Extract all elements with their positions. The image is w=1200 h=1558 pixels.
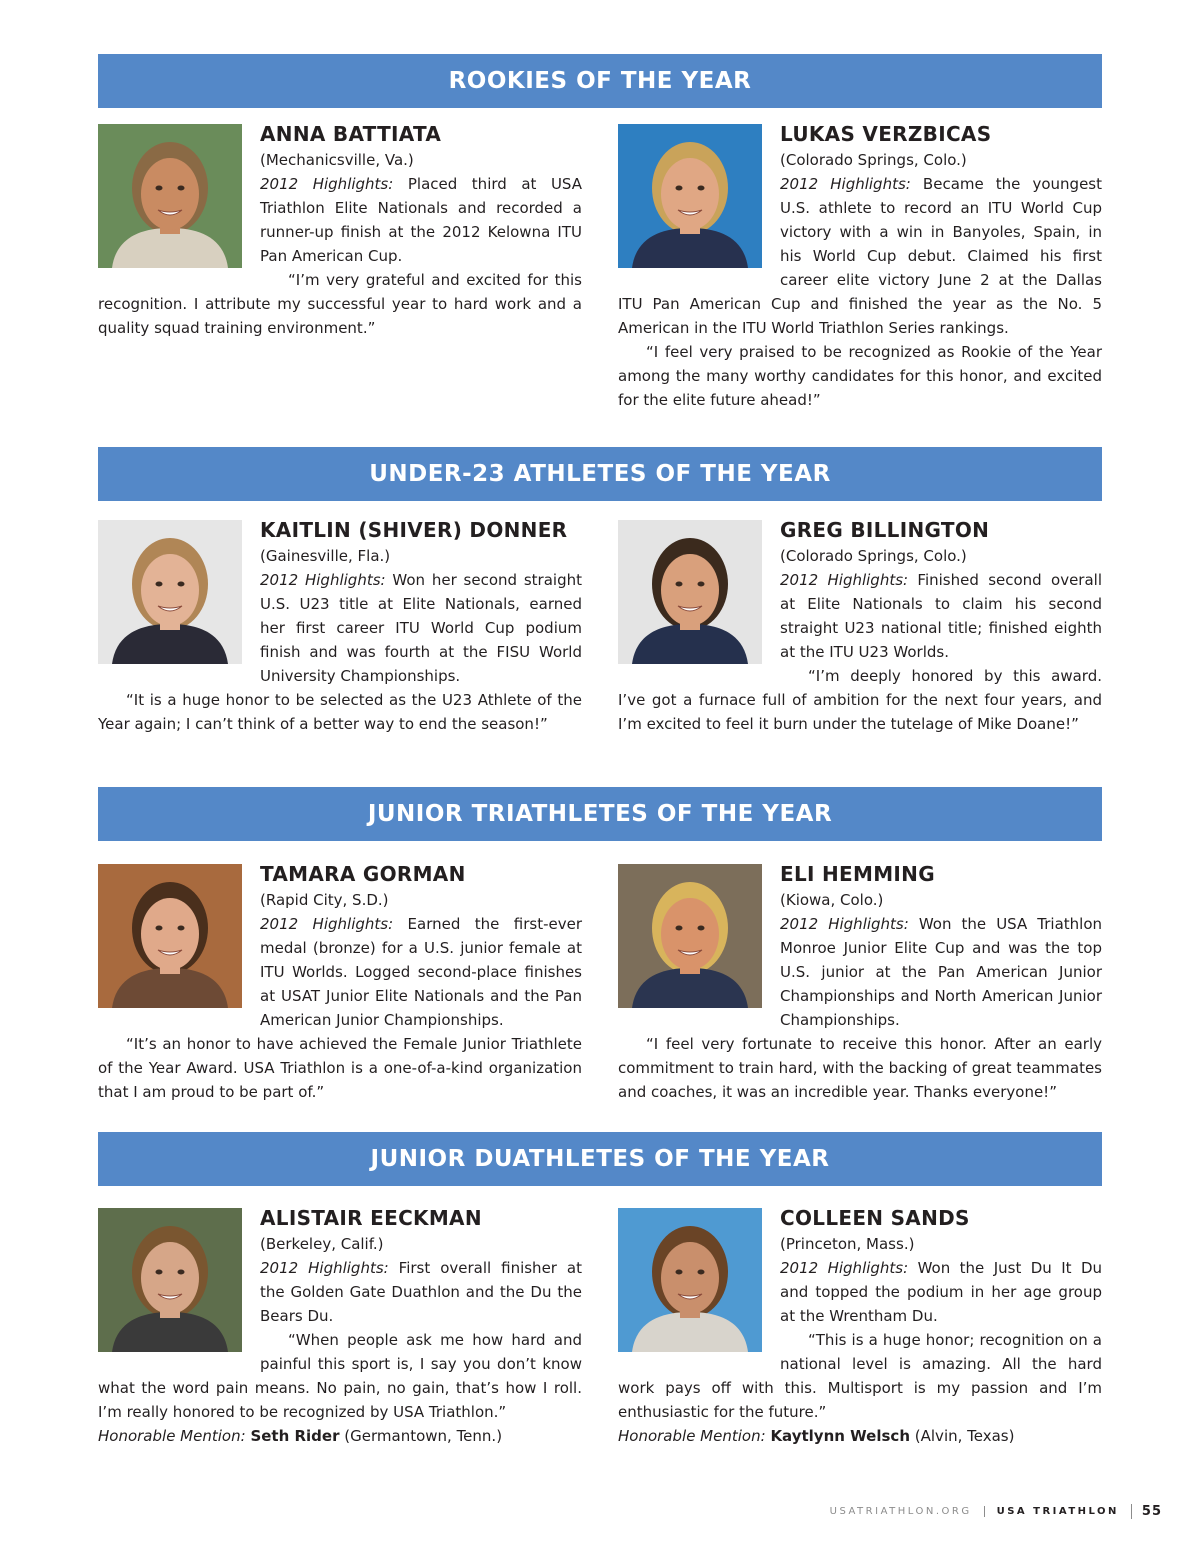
athlete-card xyxy=(618,124,1102,412)
footer-brand: USA TRIATHLON xyxy=(984,1506,1131,1517)
athlete-card xyxy=(618,520,1102,736)
athlete-name: TAMARA GORMAN xyxy=(260,862,466,886)
athlete-quote: “I’m deeply honored by this award. I’ve got a furnace full of ambition for the next four years, and I’m excited to feel it burn under the tutelage of Mike Doane!” xyxy=(618,667,1102,733)
athlete-name: COLLEEN SANDS xyxy=(780,1206,970,1230)
athlete-name: KAITLIN (SHIVER) DONNER xyxy=(260,518,568,542)
highlights-label: 2012 Highlights: xyxy=(780,915,909,933)
athlete-quote: “It is a huge honor to be selected as the U23 Athlete of the Year again; I can’t think of a better way to end the season!” xyxy=(98,691,582,733)
page-footer xyxy=(830,1500,1162,1522)
highlights-text: Won her second straight U.S. U23 title at Elite Nationals, earned her first career ITU World Cup podium finish and was fourth at the FISU World University Championships. xyxy=(260,571,582,685)
honorable-mention-location: (Germantown, Tenn.) xyxy=(344,1427,503,1445)
athlete-photo xyxy=(98,1208,242,1352)
athlete-photo xyxy=(618,520,762,664)
athlete-location: (Princeton, Mass.) xyxy=(780,1235,915,1253)
highlights-text: Won the Just Du It Du and topped the podium in her age group at the Wrentham Du. xyxy=(780,1259,1102,1325)
athlete-card xyxy=(618,864,1102,1104)
honorable-mention xyxy=(98,1424,582,1448)
athlete-photo xyxy=(98,520,242,664)
athlete-quote: “I’m very grateful and excited for this recognition. I attribute my successful year to hard work and a quality squad training environment.” xyxy=(98,271,582,337)
athlete-card xyxy=(98,124,582,340)
highlights-label: 2012 Highlights: xyxy=(780,1259,909,1277)
page-number: 55 xyxy=(1131,1504,1162,1519)
highlights-label: 2012 Highlights: xyxy=(780,175,911,193)
section-banner-junior-duathletes: JUNIOR DUATHLETES OF THE YEAR xyxy=(98,1132,1102,1186)
athlete-photo xyxy=(618,864,762,1008)
highlights-text: Became the youngest U.S. athlete to record an ITU World Cup victory with a win in Banyoles, Spain, in his World Cup debut. Claimed his first career elite victory June 2 at the Dallas ITU Pan American Cup and finished the year as the No. 5 American in the ITU World Triathlon Series rankings. xyxy=(618,175,1102,337)
athlete-card xyxy=(98,864,582,1104)
athlete-name: LUKAS VERZBICAS xyxy=(780,122,992,146)
honorable-mention-name: Seth Rider xyxy=(250,1427,340,1445)
athlete-card xyxy=(98,520,582,736)
athlete-quote: “I feel very praised to be recognized as Rookie of the Year among the many worthy candidates for this honor, and excited for the elite future ahead!” xyxy=(618,343,1102,409)
athlete-location: (Kiowa, Colo.) xyxy=(780,891,884,909)
highlights-label: 2012 Highlights: xyxy=(260,915,394,933)
athlete-quote: “It’s an honor to have achieved the Female Junior Triathlete of the Year Award. USA Triathlon is a one-of-a-kind organization that I am proud to be part of.” xyxy=(98,1035,582,1101)
athlete-location: (Berkeley, Calif.) xyxy=(260,1235,384,1253)
athlete-name: ANNA BATTIATA xyxy=(260,122,442,146)
athlete-quote: “I feel very fortunate to receive this honor. After an early commitment to train hard, with the backing of great teammates and coaches, it was an incredible year. Thanks everyone!” xyxy=(618,1035,1102,1101)
honorable-mention xyxy=(618,1424,1102,1448)
athlete-card xyxy=(618,1208,1102,1448)
honorable-mention-location: (Alvin, Texas) xyxy=(914,1427,1015,1445)
honorable-mention-label: Honorable Mention: xyxy=(98,1427,246,1445)
athlete-name: ALISTAIR EECKMAN xyxy=(260,1206,482,1230)
highlights-label: 2012 Highlights: xyxy=(260,1259,389,1277)
athlete-location: (Rapid City, S.D.) xyxy=(260,891,389,909)
athlete-location: (Colorado Springs, Colo.) xyxy=(780,151,967,169)
highlights-text: Placed third at USA Triathlon Elite Nationals and recorded a runner-up finish at the 2012 Kelowna ITU Pan American Cup. xyxy=(260,175,582,265)
highlights-text: Earned the first-ever medal (bronze) for a U.S. junior female at ITU Worlds. Logged second-place finishes at USAT Junior Elite Nationals and the Pan American Junior Championships. xyxy=(260,915,582,1029)
footer-website[interactable]: USATRIATHLON.ORG xyxy=(829,1505,972,1517)
athlete-photo xyxy=(98,864,242,1008)
highlights-text: Won the USA Triathlon Monroe Junior Elite Cup and was the top U.S. junior at the Pan American Junior Championships and North American Junior Championships. xyxy=(780,915,1102,1029)
highlights-label: 2012 Highlights: xyxy=(780,571,909,589)
athlete-photo xyxy=(618,124,762,268)
athlete-name: GREG BILLINGTON xyxy=(780,518,990,542)
highlights-text: Finished second overall at Elite Nationals to claim his second straight U23 national title; finished eighth at the ITU U23 Worlds. xyxy=(780,571,1102,661)
section-banner-junior-triathletes: JUNIOR TRIATHLETES OF THE YEAR xyxy=(98,787,1102,841)
honorable-mention-name: Kaytlynn Welsch xyxy=(770,1427,910,1445)
highlights-label: 2012 Highlights: xyxy=(260,175,394,193)
athlete-location: (Mechanicsville, Va.) xyxy=(260,151,414,169)
athlete-location: (Gainesville, Fla.) xyxy=(260,547,391,565)
section-banner-rookies: ROOKIES OF THE YEAR xyxy=(98,54,1102,108)
athlete-quote: “When people ask me how hard and painful this sport is, I say you don’t know what the word pain means. No pain, no gain, that’s how I roll. I’m really honored to be recognized by USA Triathlon.” xyxy=(98,1331,582,1421)
section-banner-under-23: UNDER-23 ATHLETES OF THE YEAR xyxy=(98,447,1102,501)
athlete-quote: “This is a huge honor; recognition on a national level is amazing. All the hard work pays off with this. Multisport is my passion and I’m enthusiastic for the future.” xyxy=(618,1331,1102,1421)
athlete-card xyxy=(98,1208,582,1448)
highlights-text: First overall finisher at the Golden Gate Duathlon and the Du the Bears Du. xyxy=(260,1259,582,1325)
athlete-name: ELI HEMMING xyxy=(780,862,935,886)
athlete-photo xyxy=(98,124,242,268)
highlights-label: 2012 Highlights: xyxy=(260,571,386,589)
athlete-photo xyxy=(618,1208,762,1352)
athlete-location: (Colorado Springs, Colo.) xyxy=(780,547,967,565)
honorable-mention-label: Honorable Mention: xyxy=(618,1427,766,1445)
